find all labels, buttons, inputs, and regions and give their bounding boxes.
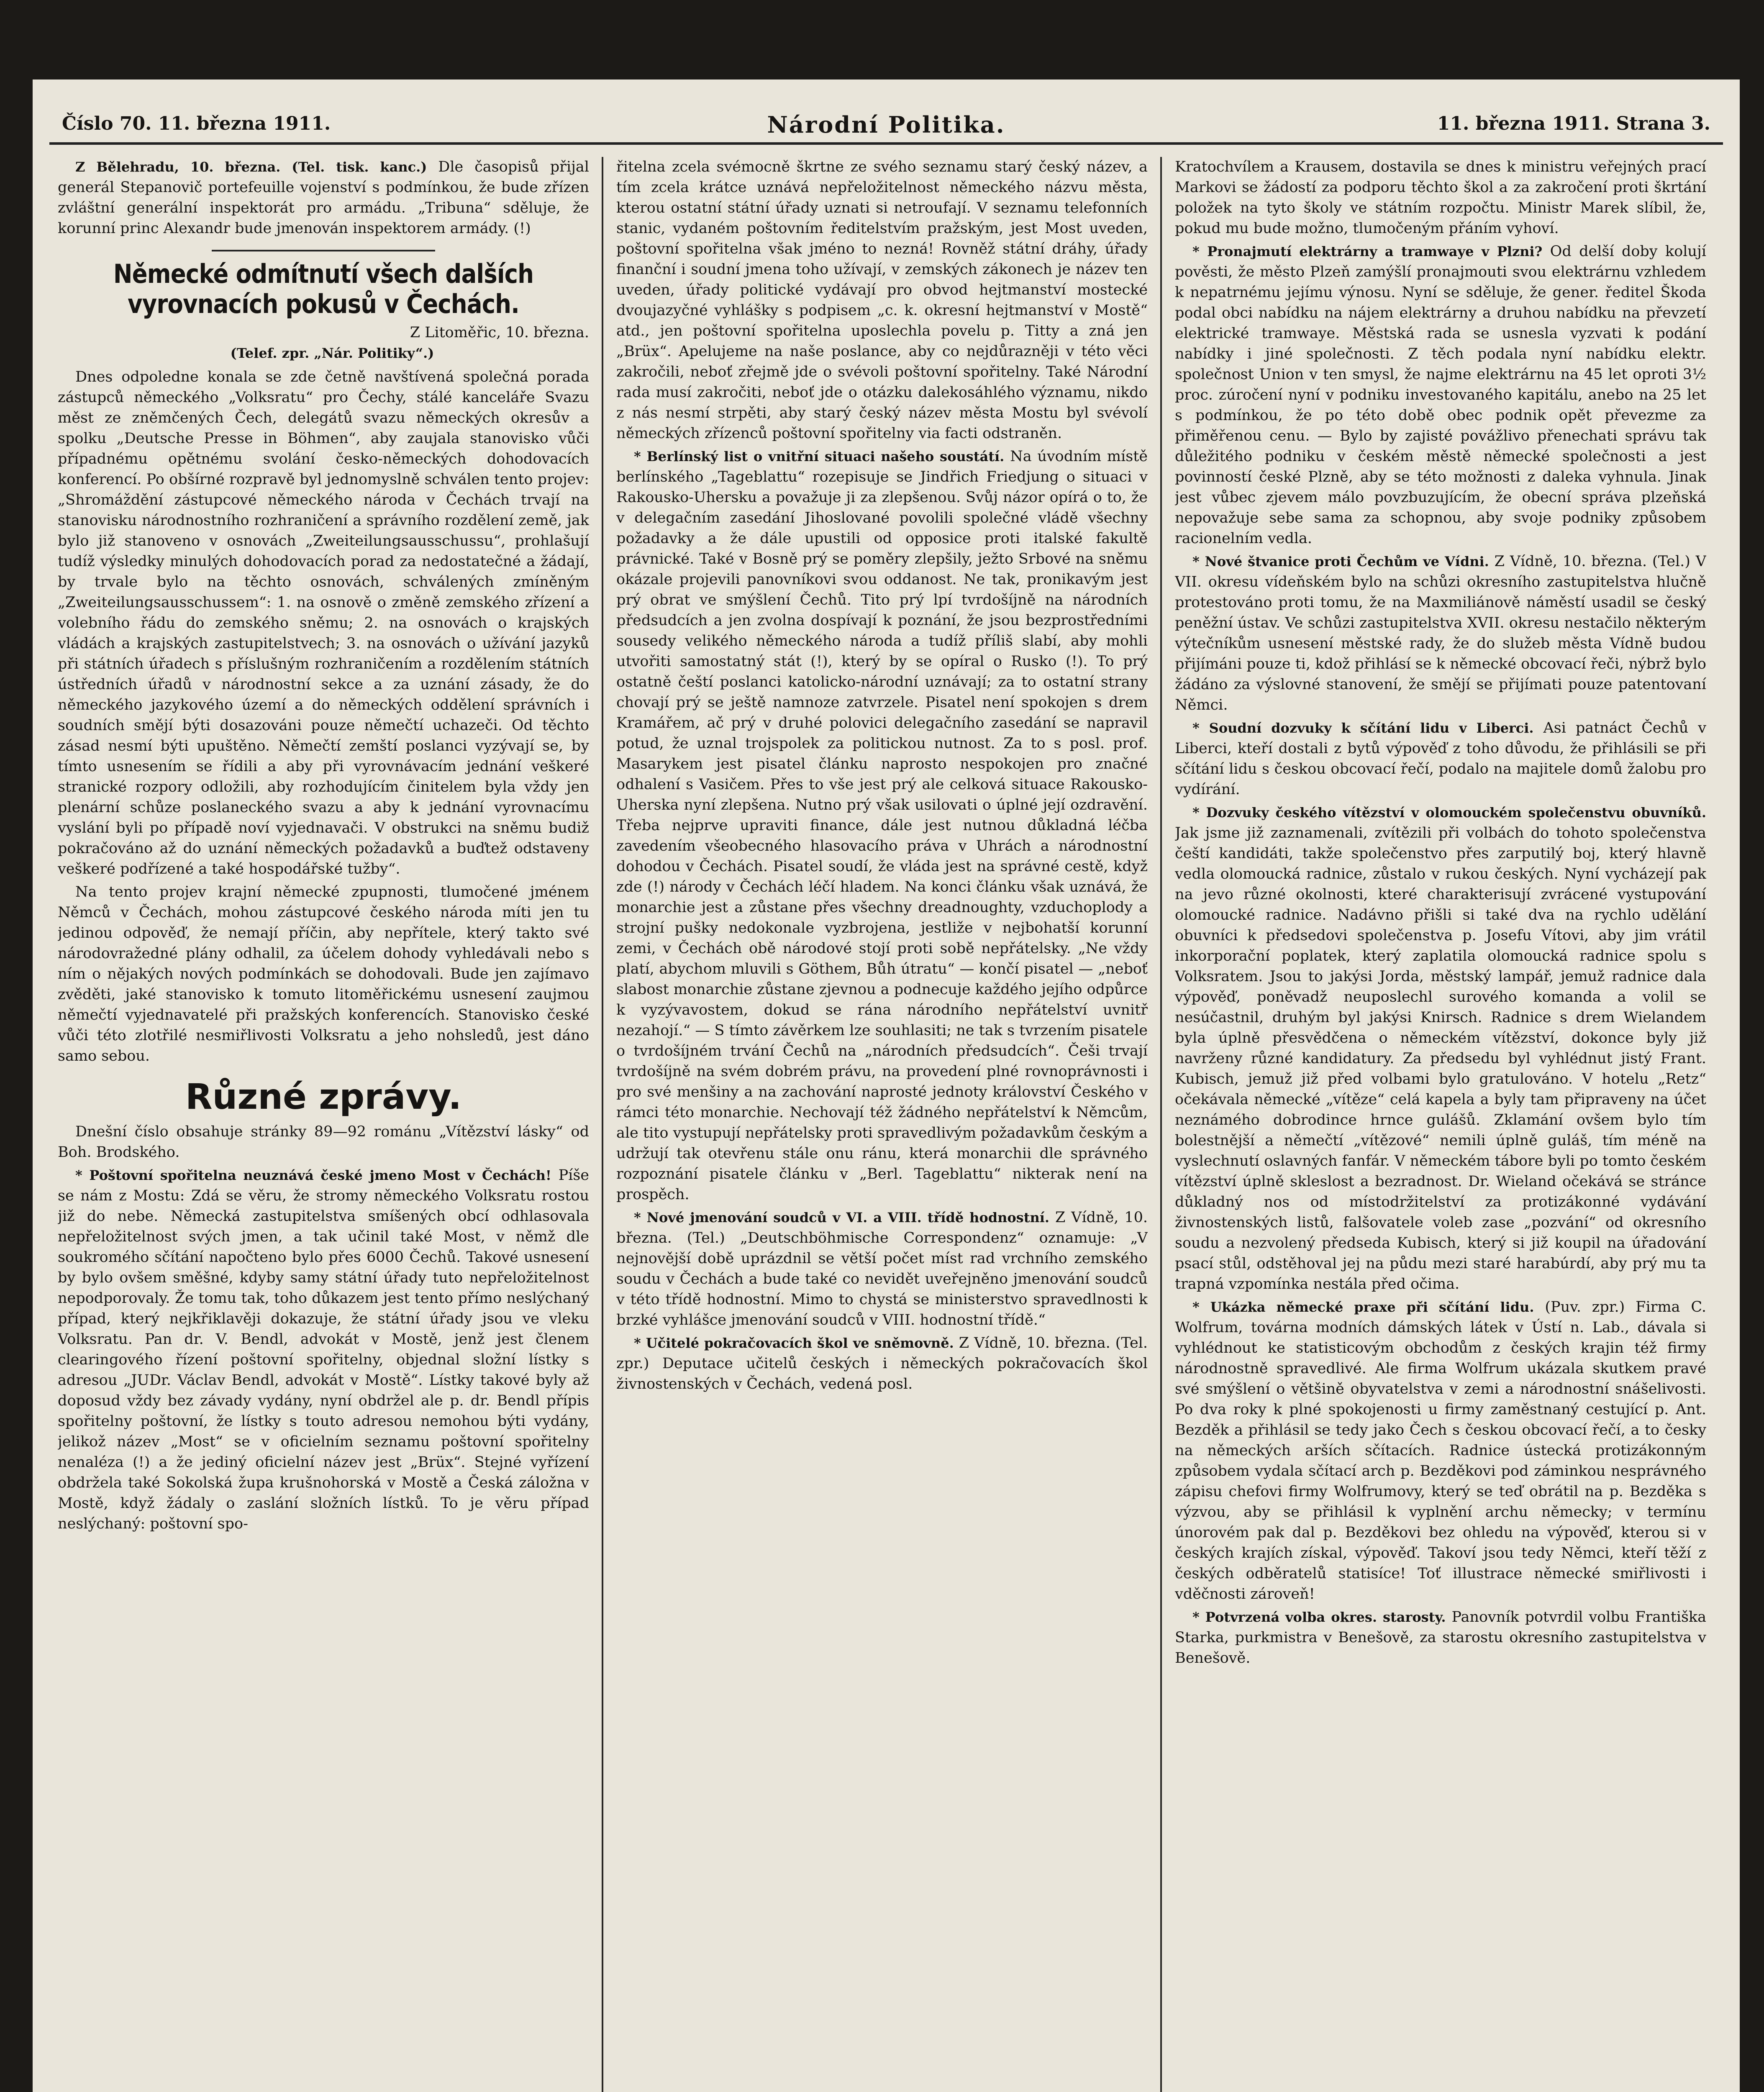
- item-lead: * Soudní dozvuky k sčítání lidu v Liberci.: [1192, 720, 1534, 736]
- item-text: Jak jsme již zaznamenali, zvítězili při volbách do tohoto společenstva čeští kandidáti, takže společenstvo přes zarputilý boj, který hlavně vedla olomoucká radnice, zůstalo v rukou českých. Nyní vycházejí pak na jevo různé okolnosti, které charakterisují zvrácené vystupování olomoucké radnice. Nadávno přišli si také dva na rychlo udělání obuvníci k předsedovi společenstva p. Josefu Vítovi, aby jim vrátil inkorporační poplatek, který zaplatila olomoucká radnice spolu s Volksratem. Jsou to jakýsi Jorda, městský lampář, jemuž radnice dala výpověď, poněvadž neuposlechl surového komanda a volil se nesúčastnil, druhým byl jakýsi Knirsch. Radnice s drem Wielandem byla úplně přesvědčena o německém vítězství, dokonce byly již navrženy různé kandidatury. Za předsedu byl vyhlédnut jistý Frant. Kubisch, jemuž již před volbami bylo gratulováno. V hotelu „Retz“ očekávala německé „vítěze“ celá kapela a byly tam připraveny na účet neznámého dobrodince hrnce gulášů. Zklamání ovšem bylo tím bolestnější a němečtí „vítězové“ nemili úplně guláš, tím méně na vyslechnutí oslavných fanfár. V německém tábore byli po tomto českém vítězství úplně skleslost a bezradnost. Dr. Wieland očekává se stránce důkladný nos od místodržitelství za protizákonné vydávání živnostenských listů, falšovatele voleb zase „pozvání“ od okresního soudu a nezvolený předseda Kubisch, který si již koupil na úřadování psací stůl, odstěhoval jej na půdu mezi staré harabúrdí, aby prý mu ta trapná vzpomínka nestála před očima.: [1175, 825, 1706, 1292]
- item-lead: * Poštovní spořitelna neuznává české jmeno Most v Čechách!: [75, 1167, 551, 1183]
- item-text: Na úvodním místě berlínského „Tageblattu“ rozepisuje se Jindřich Friedjung o situaci v Rakousko-Uhersku a považuje ji za zlepšenou. Svůj názor opírá o to, že v delegačním zasedání Jihoslované povolili společné vládě všechny požadavky a že dále upustili od opposice proti italské fakultě právnické. Také v Bosně prý se poměry zlepšily, ježto Srbové na sněmu okázale projevili panovníkovi svou oddanost. Ne tak, pronikavým jest prý obrat ve smýšlení Čechů. Tito prý lpí tvrdošíjně na národních předsudcích a jen zvolna dospívají k poznání, že jsou bezprostředními sousedy velikého německého národa a tudíž příliš slabí, aby mohli utvořiti samostatný stát (!), který by se opíral o Rusko (!). To prý ostatně čeští poslanci katolicko-národní uznávají; za to ostatní strany chovají prý se ještě namnoze zatvrzele. Pisatel není spokojen s drem Kramářem, ač prý v druhé polovici delegačního zasedání se napravil potud, že uznal trojspolek za politickou nutnost. Za to s posl. prof. Masarykem jest pisatel článku naprosto nespokojen pro značné odhalení s Vasičem. Přes to vše jest prý ale celková situace Rakousko-Uherska nyní zlepšena. Nutno prý však usilovati o úplné její ozdravění. Třeba nejprve upraviti finance, dále jest nutnou důkladná léčba zavedením všeobecného hlasovacího práva v Uhrách a národnostní dohodou v Čechách. Pisatel soudí, že vláda jest na správné cestě, když zde (!) národy v Čechách léčí hladem. Na konci článku však uznává, že monarchie jest a zůstane přes všechny dreadnoughty, vzduchoplody a strojní pušky nedokonale vyzbrojena, jestliže v nejbohatší korunní zemi, v Čechách obě národové stojí proti sobě nepřátelsky. „Ne vždy platí, abychom mluvili s Göthem, Bůh útratu“ — končí pisatel — „neboť slabost monarchie zůstane zjevnou a podnecuje každého jejího odpůrce k vyzývavostem, dokud se rána národního nepřátelství uvnitř nezahojí.“ — S tímto závěrkem lze souhlasiti; ne tak s tvrzením pisatele o tvrdošíjném trvání Čechů na „národních předsudcích“. Češi trvají tvrdošíjně na svém dobrém právu, na provedení plné rovnoprávnosti i pro své menšiny a na zachování naprosté jednoty království Českého v rámci této monarchie. Nechovají též žádného nepřátelství k Němcům, ale tito vystupují nepřátelsky proti spravedlivým požadavkům českým a udržují tak otevřenu stále onu ránu, která monarchii dle správného rozpoznání pisatele článku v „Berl. Tageblattu“ nikterak není na prospěch.: [616, 448, 1148, 1203]
- section-title: Různé zprávy.: [185, 1076, 462, 1117]
- item-text: Z Vídně, 10. března. (Tel.) „Deutschböhmische Correspondenz“ oznamuje: „V nejnovější době uprázdnil se větší počet míst rad vrchního zemského soudu v Čechách a bude také co nevidět uveřejněno jmenování soudců v této třídě hodnostní. Mimo to chystá se ministerstvo spravedlnosti k brzké vyhlášce jmenování soudců v VIII. hodnostní třídě.“: [616, 1209, 1148, 1328]
- masthead: [49, 109, 1723, 145]
- issue-number: Číslo 70. 11. března 1911.: [62, 113, 331, 134]
- item-lead: * Nové jmenování soudců v VI. a VIII. třídě hodnostní.: [634, 1210, 1050, 1225]
- news-item-sporitelna: [58, 1165, 589, 1534]
- column-2: [616, 157, 1148, 2092]
- newspaper-title: Národní Politika.: [767, 111, 1005, 138]
- news-item-belehrad: [58, 157, 589, 239]
- article-headline: Německé odmítnutí všech dalších vyrovnacích pokusů v Čechách.: [113, 259, 534, 319]
- news-item-liberec: [1175, 718, 1706, 800]
- news-item-berlin: [616, 446, 1148, 1205]
- news-item-olomouc: [1175, 802, 1706, 1295]
- item-text: Dle časopisů přijal generál Stepanovič portefeuille vojenství s podmínkou, že bude zřízen zvláštní generální inspektorát pro armádu. „Tribuna“ sděluje, že korunní princ Alexandr bude jmenován inspektorem armády. (!): [58, 159, 589, 237]
- source-note: (Telef. zpr. „Nár. Politiky“.): [230, 345, 434, 361]
- item-lead: * Potvrzená volba okres. starosty.: [1192, 1609, 1446, 1625]
- item-text: Z Vídně, 10. března. (Tel. zpr.) Deputace učitelů českých i německých pokračovacích škol živnostenských v Čechách, vedená posl.: [616, 1335, 1148, 1392]
- item-lead: * Ukázka německé praxe při sčítání lidu.: [1192, 1299, 1534, 1315]
- item-lead: * Pronajmutí elektrárny a tramwaye v Plzni?: [1192, 244, 1543, 259]
- separator: [212, 250, 435, 251]
- item-text: Asi patnáct Čechů v Liberci, kteří dostali z bytů výpověď z toho důvodu, že přihlásili se při sčítání lidu s českou obcovací řečí, podalo na majitele domů žalobu pro vydírání.: [1175, 720, 1706, 798]
- newspaper-page: [33, 79, 1740, 2092]
- article-paragraph: Na tento projev krajní německé zpupnosti, tlumočené jménem Němců v Čechách, mohou zástupcové českého národa míti jen tu jedinou odpověď, že nemají příčin, aby nepřítele, který takto své národovražedné plány odhalil, za účelem dohody vyhledávali nebo s ním o nějakých nových podmínkách se dohodovali. Bude jen zajímavo zvěděti, jaké stanovisko k tomuto litoměřickému usnesení zaujmou němečtí vyjednavatelé při pražských konferencích. Stanovisko české vůči této zlotřilé nesmiřlivosti Volksratu a jeho nohsledů, jest dáno samo sebou.: [58, 884, 589, 1064]
- news-item-soudci: [616, 1208, 1148, 1331]
- continued-paragraph: řitelna zcela svémocně škrtne ze svého seznamu starý český název, a tím zcela krátce uznává nepřeložitelnost německého názvu města, kterou ostatní státní úřady uznati si netroufají. V seznamu telefonních stanic, vydaném poštovním ředitelstvím pražským, jest Most uveden, poštovní spořitelna však jméno to nezná! Rovněž státní dráhy, úřady finanční i soudní jmena toho užívají, v zemských zákonech je název ten uveden, úřady politické vydávají pro obvod hejtmanství mostecké dvoujazyčné vyhlášky s podpisem „c. k. okresní hejtmanství v Mostě“ atd., jen poštovní spořitelna uposlechla povelu p. Titty a zná jen „Brüx“. Apelujeme na naše poslance, aby co nejdůrazněji v této věci zakročili, neboť zřejmě jde o svévoli poštovní spořitelny. Také Národní rada musí zakročiti, neboť jde o otázku dalekosáhlého významu, nikdo z nás nesmí strpěti, aby starý český název města Mostu byl svévolí německých zřízenců poštovní spořitelny via facti odstraněn.: [616, 159, 1148, 442]
- news-item-ucitele: [616, 1333, 1148, 1395]
- item-text: Od delší doby kolují pověsti, že město Plzeň zamýšlí pronajmouti svou elektrárnu vzhledem k nepatrnému jejímu výnosu. Nyní se sděluje, že gener. ředitel Škoda podal obci nabídku na nájem elektrárny a druhou nabídku na převzetí elektrické tramwaye. Městská rada se usnesla vyzvati k podání nabídky i jiné společnosti. Z těch podala nyní nabídku elektr. společnost Union v ten smysl, že najme elektrárnu na 45 let oproti 3½ proc. zúročení nyní v podniku investovaného kapitálu, anebo na 25 let s podmínkou, že po této době obec podnik opět převezme za přiměřenou cenu. — Bylo by zajisté povážlivo přenechati správu tak důležitého podniku v českém městě německé společnosti a jest povinností české Plzně, aby se této možnosti z daleka vyhnula. Jinak jest vůbec zjevem málo povzbuzujícím, že obecní správa plzeňská nepovažuje sebe sama za schopnou, aby svoje podniky způsobem racionelním vedla.: [1175, 243, 1706, 547]
- item-lead: Z Bělehradu, 10. března. (Tel. tisk. kanc.): [75, 159, 427, 175]
- item-lead: * Berlínský list o vnitřní situaci našeho soustátí.: [634, 449, 1005, 464]
- dateline: Z Litoměřic, 10. března.: [410, 324, 589, 341]
- page-number: 11. března 1911. Strana 3.: [1437, 113, 1710, 134]
- column-rule: [602, 157, 603, 2092]
- item-text: (Puv. zpr.) Firma C. Wolfrum, továrna modních dámských látek v Ústí n. Lab., dávala si vyhlédnout ke statisticovým obchodům z českých krajin též firmy národnostně spravedlivé. Ale firma Wolfrum ukázala skutkem pravé své smýšlení o většině obyvatelstva v zemi a národnostní snášelivosti. Po dva roky k plné spokojenosti u firmy zaměstnaný cestující p. Ant. Bezděk a přihlásil se tedy jako Čech s českou obcovací řečí, a to česky na německých arších sčítacích. Radnice ústecká protizákonným způsobem vydala sčítací arch p. Bezděkovi pod záminkou nesprávného zápisu chefovi firmy Wolfrumovy, který se teď obrátil na p. Bezděka s výzvou, aby se přihlásil k vyplnění archu německy; v termínu únorovém pak dal p. Bezděkovi bez ohledu na výpověď, kterou si v českých krajích získal, výpověď. Takoví jsou tedy Němci, kteří těží z českých odběratelů statisíce! Toť illustrace německé smiřlivosti i vděčnosti zároveň!: [1175, 1299, 1706, 1602]
- news-item-plzen: [1175, 241, 1706, 549]
- continued-paragraph: Kratochvílem a Krausem, dostavila se dnes k ministru veřejných prací Markovi se žádostí za podporu těchto škol a za zakročení proti škrtání položek na tyto školy ve státním rozpočtu. Ministr Marek slíbil, že, pokud mu bude možno, tlumočeným přáním vyhoví.: [1175, 159, 1706, 237]
- item-lead: * Učitelé pokračovacích škol ve sněmovně.: [634, 1335, 954, 1351]
- novel-note: Dnešní číslo obsahuje stránky 89—92 románu „Vítězství lásky“ od Boh. Brodského.: [58, 1123, 589, 1161]
- column-1: [58, 157, 589, 2092]
- column-rule: [1160, 157, 1162, 2092]
- news-item-benesov: [1175, 1607, 1706, 1669]
- item-text: Píše se nám z Mostu: Zdá se věru, že stromy německého Volksratu rostou již do nebe. Německá zastupitelstva smíšených obcí odhlasovala nepřeložitelnost svých jmen, a tak učinil také Most, v němž dle soukromého sčítání napočteno bylo přes 6000 Čechů. Takové usnesení by bylo ovšem směšné, kdyby samy státní úřady tuto nepřeložitelnost nepodporovaly. Že tomu tak, toho důkazem jest tento přímo neslýchaný případ, který nejkřiklavěji dokazuje, že státní úřady jsou ve vleku Volksratu. Pan dr. V. Bendl, advokát v Mostě, jenž jest členem clearingového řízení poštovní spořitelny, objednal složní lístky s adresou „JUDr. Václav Bendl, advokát v Mostě“. Lístky takové byly až doposud vždy bez závady vydány, nyní obdržel ale p. dr. Bendl přípis spořitelny poštovní, že lístky s touto adresou nemohou býti vydány, jelikož název „Most“ se v oficielním seznamu poštovní spořitelny nenaléza (!) a že jediný oficielní název jest „Brüx“. Stejné vyřízení obdržela také Sokolská župa krušnohorská v Mostě a Česká záložna v Mostě, když žádaly o zaslání složních lístků. To je věru případ neslýchaný: poštovní spo-: [58, 1167, 589, 1532]
- article-paragraph: Dnes odpoledne konala se zde četně navštívená společná porada zástupců německého „Volksratu“ pro Čechy, stálé kanceláře Svazu měst ze zněmčených Čech, delegátů svazu německých okresův a spolku „Deutsche Presse in Böhmen“, aby zaujala stanovisko vůči případnému opětnému svolání česko-německých dohodovacích konferencí. Po obšírné rozpravě byl jednomyslně schválen tento projev: „Shromáždění zástupcové německého národa v Čechách trvají na stanovisku národnostního rozhraničení a správního rozdělení země, jak bylo již stanoveno v osnovách „Zweiteilungsausschussu“, prohlašují tudíž výsledky minulých dohodovacích porad za nedostatečné a žádají, by trvale bylo na těchto osnovách, schválených zmíněným „Zweiteilungsausschussem“: 1. na osnově o změně zemského zřízení a volebního řádu do zemského sněmu; 2. na osnovách o krajských vládách a krajských zastupitelstvech; 3. na osnovách o užívání jazyků při státních úřadech s příslušným rozhraničením a rozdělením státních ústředních úřadů v národnostní sekce a za uznání zásady, že do německého jazykového území a do německých oddělení správních i soudních smějí býti dosazováni pouze němečtí uchazeči. Od těchto zásad nesmí býti upuštěno. Němečtí zemští poslanci vyzývají se, by tímto usnesením se řídili a aby při vyrovnávacím jednání veškeré stranické rozpory odložili, aby rozhodujícím činitelem byla vždy jen plenární schůze poslaneckého svazu a aby k jednání vyrovnacímu vyslání byli po případě noví vyjednavači. V obstrukci na sněmu budiž pokračováno až do uznání německých požadavků a buďtež odstaveny veškeré podřízené a také hospodářské tužby“.: [58, 369, 589, 877]
- item-text: Panovník potvrdil volbu Františka Starka, purkmistra v Benešově, za starostu okresního zastupitelstva v Benešově.: [1175, 1609, 1706, 1666]
- item-lead: * Dozvuky českého vítězství v olomouckém společenstvu obuvníků.: [1192, 805, 1706, 820]
- news-item-videnske: [1175, 551, 1706, 715]
- item-lead: * Nové štvanice proti Čechům ve Vídni.: [1192, 554, 1489, 569]
- item-text: Z Vídně, 10. března. (Tel.) V VII. okresu vídeňském bylo na schůzi okresního zastupitelstva hlučně protestováno proti tomu, že na Maxmiliánově náměstí usadil se český peněžní ústav. Ve schůzi zastupitelstva XVII. okresu nestačilo některým výtečníkům usnesení městské rady, že do služeb města Vídně budou přijímáni pouze ti, kdož přihlásí se k německé obcovací řeči, nýbrž bylo žádáno za výslovné stanovení, že smějí se přijímati pouze patentovaní Němci.: [1175, 553, 1706, 713]
- news-item-wolfrum: [1175, 1297, 1706, 1605]
- column-3: [1175, 157, 1706, 2092]
